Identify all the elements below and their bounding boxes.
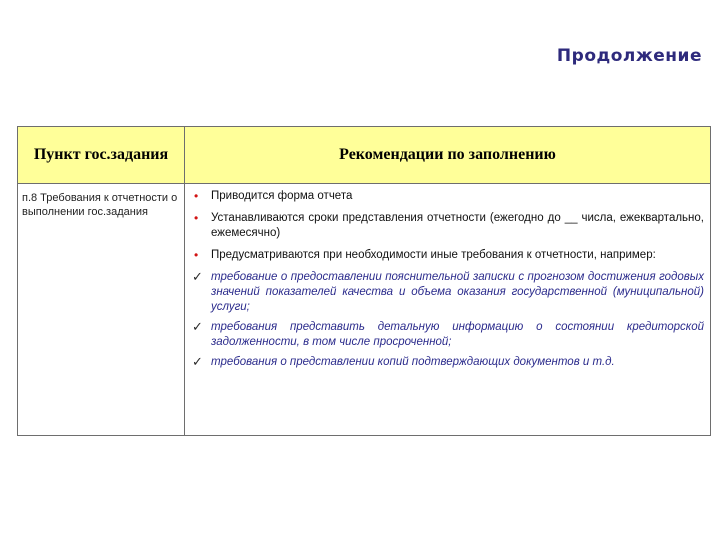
- bullet-dot-icon: •: [194, 211, 199, 225]
- bullet-item: [191, 211, 704, 241]
- check-text: требование о предоставлении пояснительной записки с прогнозом достижения годовых значений показателей качества и объема оказания государственной (муниципальной) услуги;: [211, 271, 704, 313]
- check-text: требования представить детальную информацию о состоянии кредиторской задолженности, в том числе просроченной;: [211, 321, 704, 348]
- checkmark-icon: ✓: [192, 319, 203, 334]
- bullet-text: Устанавливаются сроки представления отчетности (ежегодно до __ числа, ежеквартально, ежемесячно): [211, 212, 704, 239]
- item-label-cell: п.8 Требования к отчетности о выполнении гос.задания: [18, 184, 185, 436]
- bullet-item: [191, 189, 704, 204]
- check-item: [191, 270, 704, 315]
- requirements-table: [17, 126, 711, 436]
- column-header-item: Пункт гос.задания: [18, 127, 185, 184]
- table-header-row: [18, 127, 711, 184]
- check-text: требования о представлении копий подтверждающих документов и т.д.: [211, 356, 615, 368]
- check-item: [191, 320, 704, 350]
- column-header-recommendations: Рекомендации по заполнению: [185, 127, 711, 184]
- bullet-text: Приводится форма отчета: [211, 190, 353, 202]
- page-title: Продолжение: [556, 46, 702, 66]
- checkmark-icon: ✓: [192, 269, 203, 284]
- check-item: [191, 355, 704, 370]
- bullet-item: [191, 248, 704, 263]
- bullet-text: Предусматриваются при необходимости иные требования к отчетности, например:: [211, 249, 656, 261]
- bullet-dot-icon: •: [194, 248, 199, 262]
- checkmark-icon: ✓: [192, 354, 203, 369]
- table-row: [18, 184, 711, 436]
- bullet-dot-icon: •: [194, 189, 199, 203]
- recommendations-cell: [185, 184, 711, 436]
